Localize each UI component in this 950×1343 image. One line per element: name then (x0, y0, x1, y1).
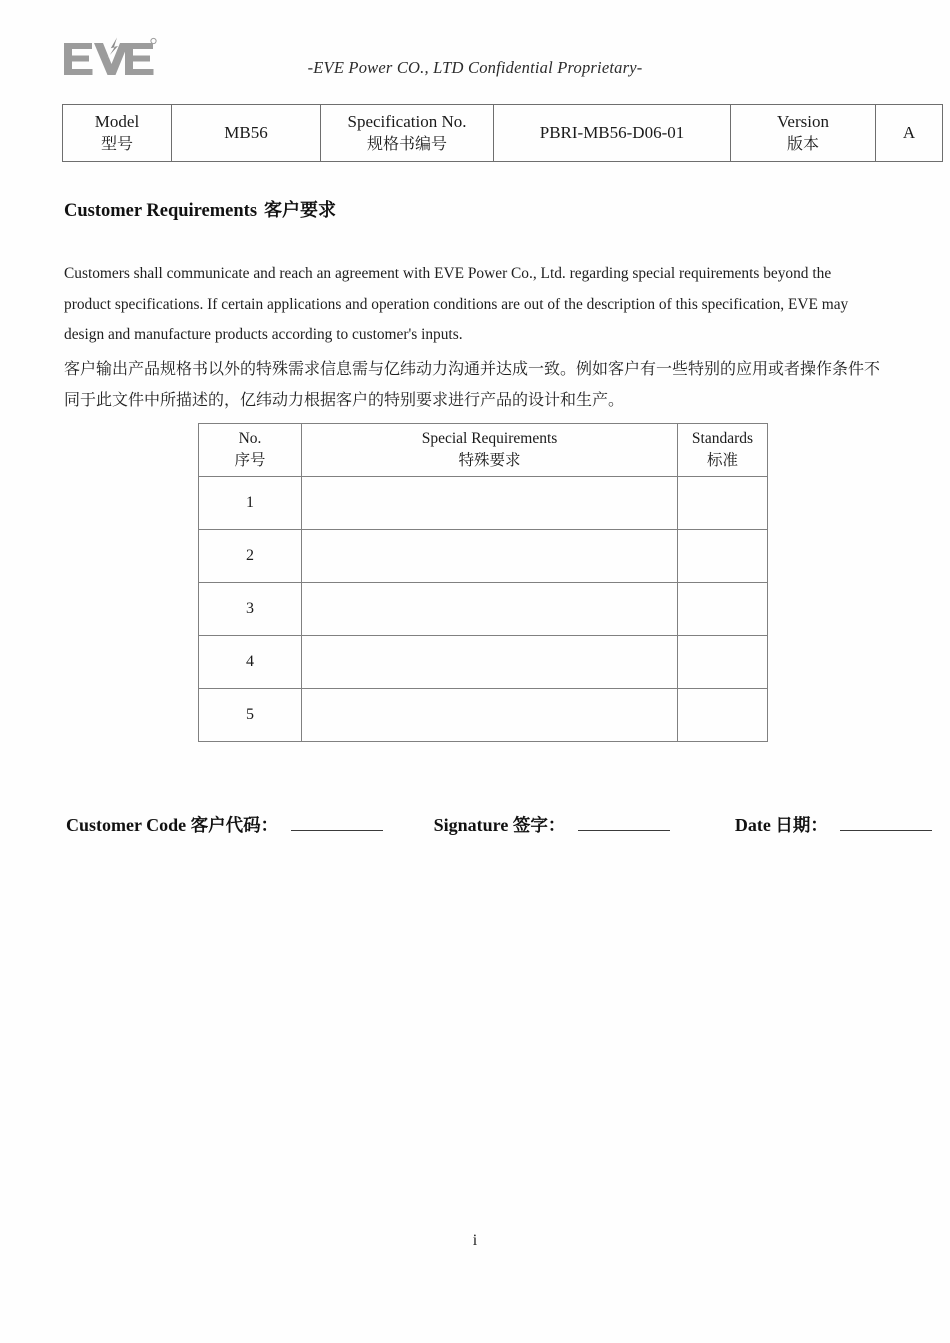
date-label-en: Date (734, 815, 771, 835)
row-requirement-cell[interactable] (302, 477, 678, 530)
version-label-cell (731, 105, 876, 162)
column-header-req-zh: 特殊要求 (458, 451, 521, 469)
signature-field (434, 812, 670, 837)
table-row (199, 477, 768, 530)
date-input-blank[interactable] (840, 814, 932, 831)
column-header-no-zh: 序号 (234, 451, 266, 469)
row-number-cell: 4 (199, 636, 302, 689)
intro-paragraph-en: Customers shall communicate and reach an agreement with EVE Power Co., Ltd. regarding special requirements beyond the product specifications. If certain applications and operation conditions are out of the description of this specification, EVE may design and manufacture products according to customer's inputs. (64, 265, 849, 344)
row-requirement-cell[interactable] (302, 689, 678, 742)
row-number-cell: 2 (199, 530, 302, 583)
table-row (199, 530, 768, 583)
spec-no-value-cell: PBRI-MB56-D06-01 (494, 105, 731, 162)
table-row (199, 636, 768, 689)
section-title-en: Customer Requirements (64, 201, 258, 221)
row-standard-cell[interactable] (678, 689, 768, 742)
signature-input-blank[interactable] (578, 814, 670, 831)
customer-code-label-zh: 客户代码： (190, 816, 279, 836)
row-requirement-cell[interactable] (302, 530, 678, 583)
info-table-row (63, 105, 943, 162)
column-header-std-zh: 标准 (706, 451, 738, 469)
row-requirement-cell[interactable] (302, 583, 678, 636)
page-header (0, 0, 950, 96)
page-number: i (472, 1232, 478, 1249)
column-header-standards (678, 424, 768, 477)
customer-code-input-blank[interactable] (291, 814, 383, 831)
row-standard-cell[interactable] (678, 477, 768, 530)
model-label-en: Model (94, 112, 140, 132)
column-header-std-en: Standards (691, 430, 754, 448)
page-title (64, 196, 336, 222)
column-header-req-en: Special Requirements (421, 430, 558, 448)
date-label-zh: 日期： (775, 816, 828, 836)
customer-code-field (66, 812, 383, 837)
row-number-cell: 5 (199, 689, 302, 742)
model-label-cell (63, 105, 172, 162)
intro-paragraph-zh: 客户输出产品规格书以外的特殊需求信息需与亿纬动力沟通并达成一致。例如客户有一些特别的应用或者操作条件不同于此文件中所描述的，亿纬动力根据客户的特别要求进行产品的设计和生产。 (64, 359, 881, 409)
spec-no-label-cell (321, 105, 494, 162)
model-label-zh: 型号 (100, 134, 133, 153)
row-number-cell: 1 (199, 477, 302, 530)
column-header-special-requirements (302, 424, 678, 477)
customer-code-label-en: Customer Code (66, 815, 187, 835)
row-number-cell: 3 (199, 583, 302, 636)
date-field (735, 812, 932, 837)
table-row (199, 583, 768, 636)
document-info-table (62, 104, 943, 162)
table-row (199, 689, 768, 742)
signature-label-zh: 签字： (512, 816, 566, 836)
column-header-no-en: No. (238, 430, 262, 448)
special-requirements-table (198, 423, 768, 742)
spec-no-label-en: Specification No. (347, 112, 467, 132)
model-value-cell: MB56 (172, 105, 321, 162)
table-header-row (199, 424, 768, 477)
version-label-zh: 版本 (786, 134, 819, 153)
row-standard-cell[interactable] (678, 583, 768, 636)
section-title-zh: 客户要求 (264, 200, 337, 221)
row-standard-cell[interactable] (678, 636, 768, 689)
column-header-no (199, 424, 302, 477)
row-requirement-cell[interactable] (302, 636, 678, 689)
signature-row (66, 812, 884, 837)
confidential-notice: -EVE Power CO., LTD Confidential Proprietary- (307, 58, 643, 77)
version-label-en: Version (777, 112, 829, 132)
spec-no-label-zh: 规格书编号 (366, 134, 447, 153)
row-standard-cell[interactable] (678, 530, 768, 583)
signature-label-en: Signature (433, 815, 509, 835)
version-value-cell: A (876, 105, 943, 162)
